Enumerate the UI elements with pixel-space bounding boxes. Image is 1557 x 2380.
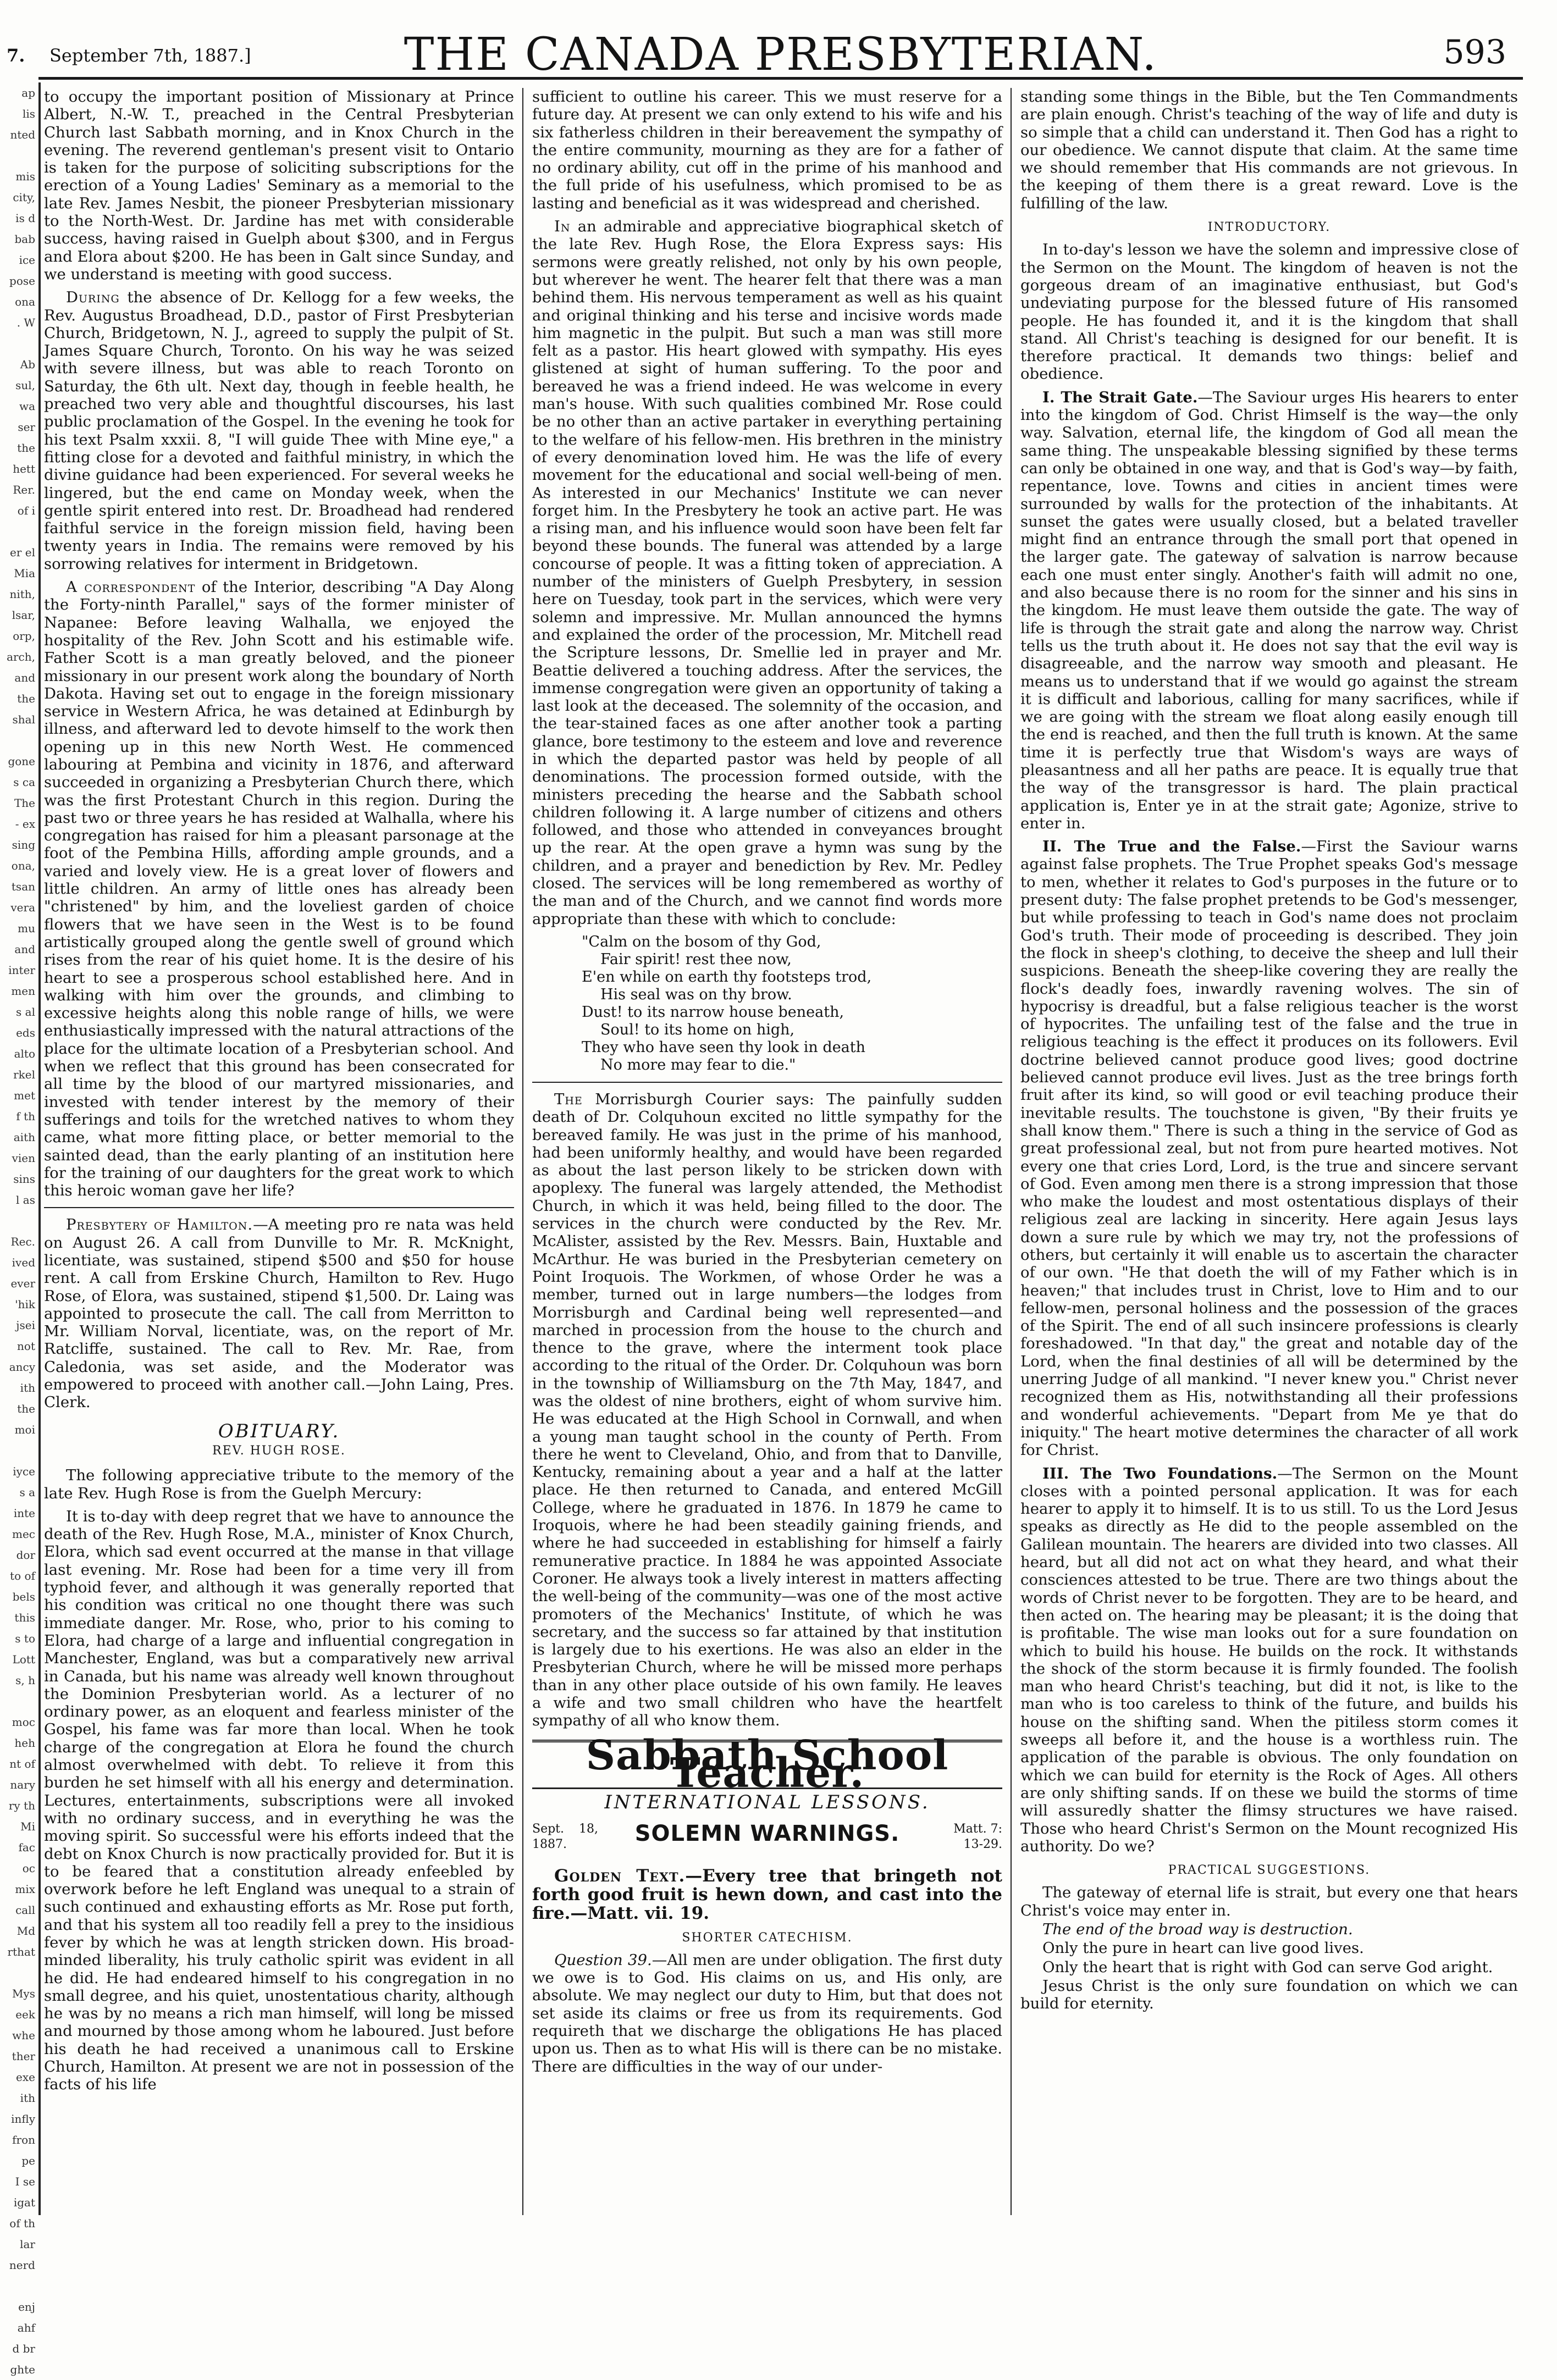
suggestion-text: The end of the broad way is destruction. [1042,1920,1353,1938]
gutter-fragment: s al [16,1005,35,1019]
verse-line: Fair spirit! rest thee now, [600,950,792,968]
left-gutter-fragments [0,82,41,2376]
article-paragraph [44,289,514,573]
golden-text [532,1867,1002,1923]
gutter-fragment: this [14,1611,35,1624]
gutter-fragment [0,1691,38,1712]
lesson-point-heading: III. The Two Foundations. [1042,1464,1278,1482]
newspaper-title: THE CANADA PRESBYTERIAN. [404,29,1158,81]
gutter-fragment: mix [15,1883,35,1896]
lead-words: In [554,218,571,236]
gutter-fragment: to of [10,1569,35,1582]
verse-line: Soul! to its home on high, [600,1021,795,1038]
gutter-fragment: the [17,1402,35,1415]
verse-line: Dust! to its narrow house beneath, [582,1003,844,1021]
gutter-fragment: nted [10,128,35,141]
lead-words: Presbytery of Hamilton. [66,1216,253,1234]
divider [44,1207,514,1208]
gutter-fragment: I se [15,2175,35,2188]
gutter-fragment: ever [10,1277,35,1290]
gutter-fragment: iyce [13,1465,35,1478]
gutter-fragment: oc [22,1862,35,1875]
gutter-fragment: of th [9,2217,35,2230]
gutter-fragment: moi [14,1423,35,1436]
gutter-fragment: gone [8,755,35,768]
gutter-fragment: The [14,796,35,810]
article-paragraph: standing some things in the Bible, but the Ten Commandments are plain enough. Christ's teaching of the way of life and duty is so simple that a child can understand it. Then God has a right to our obedience. We cannot dispute that claim. At the same time we should remember that His commands are not grievous. In the keeping of them there is a great reward. Love is the fulfilling of the law. [1020,88,1518,212]
gutter-fragment [0,145,38,166]
gutter-fragment: s a [19,1486,35,1499]
lesson-reference: Matt. 7: 13-29. [953,1822,1002,1851]
gutter-fragment: s, h [15,1674,35,1687]
subsection-heading: SHORTER CATECHISM. [682,1930,853,1945]
article-paragraph [532,218,1002,928]
gutter-fragment: vera [10,901,35,914]
gutter-fragment: alto [14,1047,35,1060]
lesson-point-heading: II. The True and the False. [1042,838,1301,856]
gutter-fragment: arch, [7,650,35,663]
gutter-fragment: eek [15,2008,35,2021]
gutter-fragment: rkel [13,1068,35,1081]
gutter-fragment: aith [13,1131,35,1144]
paragraph-text: the absence of Dr. Kellogg for a few weeks, the Rev. Augustus Broadhead, D.D., pastor of First Presbyterian Church, Bridgetown, N. J., agreed to supply the pulpit of St. James Square Church, Toronto. On his way he was seized with severe illness, but was able to reach Toronto on Saturday, the 6th ult. Next day, though in feeble health, he preached two very able and thoughtful discourses, his last public proclamation of the Gospel. In the evening he took for his text Psalm xxxii. 8, "I will guide Thee with Mine eye," a fitting close for a devoted and faithful ministry, in which the divine guidance had been experienced. For several weeks he lingered, but the end came on Monday week, when the gentle spirit entered into rest. Dr. Broadhead had rendered faithful service in the foreign mission field, having been twenty years in India. The remains were removed by his sorrowing relatives for interment in Bridgetown. [44,289,514,573]
article-paragraph: In to-day's lesson we have the solemn and impressive close of the Sermon on the Mount. The kingdom of heaven is not the gorgeous dream of an imaginative enthusiast, but God's undeviating purpose for the blessed future of His ransomed people. He has founded it, and it is the kingdom that shall stand. All Christ's teaching is designed for our benefit. It is therefore practical. It demands two things: belief and obedience. [1020,241,1518,383]
subsection-heading: INTRODUCTORY. [1207,220,1331,235]
article-paragraph: to occupy the important position of Missionary at Prince Albert, N.-W. T., preached in the Central Presbyterian Church last Sabbath morning, and in Knox Church in the evening. The reverend gentleman's present visit to Ontario is taken for the purpose of soliciting subscriptions for the erection of a Young Ladies' Seminary as a memorial to the late Rev. James Nesbit, the pioneer Presbyterian missionary to the North-West. Dr. Jardine has met with considerable success, having raised in Guelph about $300, and in Fergus and Elora about $200. He has been in Galt since Sunday, and we understand is meeting with good success. [44,88,514,283]
gutter-fragment: ap [21,86,35,99]
issue-date: September 7th, 1887.] [49,45,251,66]
gutter-fragment: wa [19,400,35,413]
paragraph-text: —A meeting pro re nata was held on August 26. A call from Dunville to Mr. R. McKnight, licentiate, was sustained, stipend $500 and $50 for house rent. A call from Erskine Church, Hamilton to Rev. Hugo Rose, of Elora, was sustained, stipend $1,500. Dr. Laing was appointed to prosecute the call. The call from Merritton to Mr. William Norval, licentiate, was, on the report of Mr. Ratcliffe, sustained. The call to Rev. Mr. Rae, from Caledonia, was set aside, and the Moderator was empowered to proceed with another call.—John Laing, Pres. Clerk. [44,1216,514,1412]
gutter-fragment: f th [16,1110,35,1123]
paragraph-text: —First the Saviour warns against false prophets. The True Prophet speaks God's message to men, whether it relates to God's purposes in the future or to present duty: The false prophet pretends to be God's messenger, but while professing to teach in God's name does not proclaim God's truth. Their mode of proceeding is described. They join the flock in sheep's clothing, to deceive the sheep and lull their suspicions. Beneath the sheep-like covering they are really the flock's deadly foes, inwardly ravening wolves. The sin of hypocrisy is dreadful, but a false religious teacher is the worst of hypocrites. The unfailing test of the false and the true in religious teaching is the effect it produces on its followers. Evil doctrine believed cannot produce good lives; good doctrine believed cannot produce evil lives. Just as the tree brings forth fruit after its kind, so will good or evil teaching produce their inevitable results. The touchstone is given, "By their fruits ye shall know them." There is such a thing in the service of God as great professional zeal, but not from pure hearted motives. Not every one that cries Lord, Lord, is the true and sincere servant of God. Even among men there is a strong impression that those who make the loudest and most ostentatious displays of their religious zeal are lacking in sincerity. Here again Jesus lays down a sure rule by which we may try, not the professions of others, but certainly it will enable us to ascertain the character of our own. "He that doeth the will of my Father which is in heaven;" that includes trust in Christ, love to Him and to our fellow-men, personal holiness and the possession of the graces of the Spirit. The end of all such insincere professions is clearly foreshadowed. "In that day," the great and notable day of the Lord, when the final destinies of all will be determined by the unerring Judge of all mankind. "I never knew you." Christ never recognized them as His, notwithstanding all their professions and wonderful achievements. "Depart from Me ye that do iniquity." The heart motive determines the character of all work for Christ. [1020,838,1518,1459]
suggestion-line: Only the heart that is right with God can serve God aright. [1042,1958,1493,1976]
gutter-fragment: bab [14,233,35,246]
gutter-fragment [0,1440,38,1461]
lead-words: Golden Text. [554,1866,686,1886]
gutter-fragment: and [14,943,35,956]
suggestion-line: The gateway of eternal life is strait, but every one that hears Christ's voice may enter in. [1020,1884,1518,1919]
gutter-fragment: shal [12,713,35,726]
gutter-fragment: sins [13,1172,35,1186]
page-number: 593 [1443,33,1506,71]
gutter-fragment: s to [15,1632,35,1645]
gutter-fragment: city, [13,191,35,204]
article-paragraph [44,578,514,1199]
column-rule [1011,88,1012,2215]
article-paragraph: sufficient to outline his career. This we must reserve for a future day. At present we can only extend to his wife and his six fatherless children in their bereavement the sympathy of the entire community, mourning as they are for a father of no ordinary ability, cut off in the prime of his manhood and the full pride of his usefulness, which promised to be as lasting and beneficial as it was widespread and cherished. [532,88,1002,212]
gutter-fragment [0,1210,38,1231]
lead-words: The [554,1090,583,1108]
paragraph-text: —Every tree that bringeth not forth good fruit is hewn down, and cast into the fire.—Matt. vii. 19. [532,1866,1002,1923]
gutter-fragment: ancy [9,1360,35,1374]
verse-line: "Calm on the bosom of thy God, [582,933,821,950]
article-paragraph: The following appreciative tribute to the memory of the late Rev. Hugh Rose is from the Guelph Mercury: [44,1466,514,1502]
page-header [7,16,1523,81]
subsection-heading: INTERNATIONAL LESSONS. [604,1791,930,1814]
gutter-fragment: ry th [8,1799,35,1812]
gutter-fragment: orp, [13,629,35,643]
article-paragraph [44,1216,514,1411]
gutter-fragment: the [17,692,35,705]
gutter-fragment: lsar, [12,608,35,622]
gutter-fragment: Rer. [13,483,35,496]
gutter-fragment: fron [12,2133,35,2146]
paragraph-text: —All men are under obligation. The first duty we owe is to God. His claims on us, and His only, are absolute. We may neglect our duty to Him, but that does not set aside its claims or free us from its requirements. God requireth that we discharge the obligations He has placed upon us. Then as to what His will is there can be no mistake. There are difficulties in the way of our under- [532,1951,1003,2075]
gutter-fragment: not [17,1340,35,1353]
column-3 [1020,88,1518,2215]
margin-number: 7. [7,45,25,66]
lesson-date: Sept. 18, 1887. [532,1822,598,1851]
gutter-fragment: inter [8,964,35,977]
gutter-fragment: ona [15,295,35,308]
gutter-fragment: mis [15,170,35,183]
gutter-fragment: pe [21,2154,35,2167]
article-paragraph [1020,1465,1518,1856]
gutter-fragment: igat [13,2196,35,2209]
gutter-fragment: Md [16,1924,35,1938]
gutter-fragment: dor [16,1548,35,1562]
lesson-title-row [532,1818,1002,1861]
gutter-fragment: the [17,441,35,455]
article-paragraph [532,1951,1002,2075]
gutter-fragment: Mys [12,1987,35,2000]
paragraph-text: Morrisburgh Courier says: The painfully sudden death of Dr. Colquhoun excited no little sympathy for the bereaved family. He was just in the prime of his manhood, had been uniformly healthy, and would have been regarded as about the last person likely to be stricken down with apoplexy. The funeral was largely attended, the Methodist Church, in which it was held, being filled to the door. The services in the church were conducted by the Rev. Mr. McAlister, assisted by the Rev. Messrs. Bain, Huxtable and McArthur. He was buried in the Presbyterian cemetery on Point Iroquois. The Workmen, of whose Order he was a member, turned out in large numbers—the lodges from Morrisburgh and Cardinal being well represented—and marched in procession from the house to the church and thence to the grave, where the interment took place according to the ritual of the Order. Dr. Colquhoun was born in the township of Williamsburg on the 7th May, 1847, and was the oldest of nine brothers, eight of whom survive him. He was educated at the High School in Cornwall, and when a young man taught school in the county of Perth. From there he went to Cleveland, Ohio, and from that to Danville, Kentucky, remaining about a year and a half at the latter place. He then returned to Canada, and entered McGill College, where he graduated in 1876. In 1879 he came to Iroquois, where he had been steadily gaining friends, and where he had succeeded in establishing for himself a fairly remunerative practice. In 1884 he was appointed Associate Coroner. He always took a lively interest in matters affecting the well-being of the community—was one of the most active promoters of the Mechanics' Institute, of which he was secretary, and the success so far attained by that institution is largely due to his exertions. He was also an elder in the Presbyterian Church, where he will be missed more perhaps than in any other place outside of his own family. He leaves a wife and two small children who have the heartfelt sympathy of all who know them. [532,1090,1002,1730]
gutter-fragment: - ex [15,817,35,831]
gutter-fragment: Lott [12,1653,35,1666]
gutter-fragment: 'hik [15,1298,35,1311]
section-heading-obituary: OBITUARY. [218,1420,340,1442]
paragraph-text: of the Interior, describing "A Day Along the Forty-ninth Parallel," says of the former minister of Napanee: Before leaving Walhalla, we enjoyed the hospitality of the Rev. John Scott and his estimable wife. Father Scott is a man greatly beloved, and the pioneer missionary in our present work along the boundary of North Dakota. Having set out to engage in the foreign missionary service in Western Africa, he was detained at Edinburgh by illness, and afterward led to devote himself to the work then opening up in this new North West. He commenced labouring at Pembina and vicinity in 1876, and afterward succeeded in organizing a Presbyterian Church there, which was the first Protestant Church in this region. During the past two or three years he has resided at Walhalla, where his congregation has raised for him a pleasant parsonage at the foot of the Pembina Hills, affording ample grounds, and a varied and lovely view. He is a great lover of flowers and little children. An army of little ones has already been "christened" by him, and the loveliest garden of choice flowers that we have seen in the West is to be found artistically grouped along the gentle swell of ground which rises from the rear of his quiet home. It is the desire of his heart to see a prosperous school established here. And in walking with him over the grounds, and climbing to excessive heights along this noble range of hills, we were enthusiastically impressed with the natural attractions of the place for the ultimate location of a Presbyterian school. And when we reflect that this ground has been consecrated for all time by the blood of our martyred missionaries, and invested with tender interest by the memory of their sufferings and toils for the wretched natives to whom they came, what more fitting place, or better memorial to the sainted dead, than the early planting of an institution here for the training of our daughters for the great work to which this heroic woman gave her life? [44,578,515,1200]
gutter-fragment [0,2276,38,2296]
gutter-fragment: s ca [13,776,35,789]
gutter-fragment: vien [12,1152,35,1165]
gutter-fragment: rthat [7,1945,35,1958]
gutter-fragment: nith, [9,588,35,601]
paragraph-text: —The Saviour urges His hearers to enter into the kingdom of God. Christ Himself is the way—the only way. Salvation, eternal life, the kingdom of God all mean the same thing. The unspeakable blessing signified by these terms can only be obtained in one way, and that is God's way—by faith, repentance, love. Towns and cities in ancient times were surrounded by walls for the protection of the inhabitants. At sunset the gates were usually closed, but a belated traveller might find an entrance through the small port that opened in the larger gate. The gateway of salvation is narrow because each one must enter singly. Another's faith will admit no one, and also because there is no room for the sinner and his sins in the kingdom. He must leave them outside the gate. The way of life is through the strait gate and along the narrow way. Christ tells us the truth about it. He does not say that the evil way is disagreeable, and the narrow way smooth and pleasant. He means us to understand that if we would go against the stream it is difficult and laborious, calling for many sacrifices, while if we are going with the stream we float along easily enough till the end is reached, and then the full truth is known. At the same time it is perfectly true that Wisdom's ways are ways of pleasantness and all her paths are peace. It is equally true that the way of the transgressor is hard. The plain practical application is, Enter ye in at the strait gate; Agonize, strive to enter in. [1020,388,1518,832]
gutter-fragment: nary [10,1778,35,1791]
gutter-fragment: tsan [11,880,35,893]
gutter-fragment: l as [16,1193,35,1206]
gutter-fragment: sing [12,838,35,851]
article-paragraph [532,1091,1002,1730]
gutter-fragment: er el [10,546,35,559]
gutter-fragment: men [11,984,35,998]
column-2 [532,88,1002,2215]
divider [532,1082,1002,1083]
gutter-fragment: enj [18,2300,35,2313]
gutter-fragment: exe [16,2071,35,2084]
gutter-fragment: lar [20,2238,35,2251]
article-paragraph [1020,838,1518,1459]
section-title-sabbath-school: Sabbath School Teacher. [586,1731,949,1797]
gutter-fragment: inte [13,1507,35,1520]
gutter-fragment: nerd [9,2259,35,2272]
gutter-fragment: mu [18,922,35,935]
gutter-fragment: Ab [20,358,35,371]
gutter-fragment: call [15,1903,35,1917]
lead-words: Question 39. [554,1951,652,1969]
verse-line: His seal was on thy brow. [600,986,792,1003]
lesson-title: SOLEMN WARNINGS. [634,1820,900,1846]
lead-words: During [66,289,120,307]
gutter-fragment [0,1962,38,1983]
gutter-fragment: heh [14,1736,35,1750]
gutter-fragment: Rec. [10,1235,35,1248]
gutter-fragment: infly [11,2112,35,2126]
verse-line: E'en while on earth thy footsteps trod, [582,968,872,986]
gutter-fragment: is d [15,212,35,225]
suggestion-line: Only the pure in heart can live good lives. [1042,1939,1364,1957]
gutter-fragment: ghte [10,2363,35,2376]
verse-line: No more may fear to die." [600,1056,796,1073]
gutter-fragment: ther [12,2050,35,2063]
suggestion-line [1020,1920,1518,1938]
lesson-point-heading: I. The Strait Gate. [1042,388,1198,406]
subsection-heading: PRACTICAL SUGGESTIONS. [1168,1863,1371,1878]
gutter-fragment: d br [12,2342,35,2355]
gutter-fragment [0,333,38,354]
column-rule [522,88,523,2215]
gutter-fragment: whe [12,2029,35,2042]
gutter-fragment: mec [12,1527,35,1541]
gutter-fragment: fac [18,1841,35,1854]
gutter-fragment: ser [18,420,35,434]
gutter-fragment: eds [16,1026,35,1039]
hymn-verse [582,933,1002,1074]
gutter-fragment: jsei [16,1319,35,1332]
gutter-fragment: moc [12,1715,35,1729]
paragraph-text: —The Sermon on the Mount closes with a pointed personal application. It was for each hearer to apply it to himself. It is to us still. To us the Lord Jesus speaks as directly as He did to the people assembled on the Galilean mountain. The hearers are divided into two classes. All heard, but all did not act on what they heard, and what their consciences attested to be true. There are two things about the words of Christ never to be forgotten. They are to be heard, and then acted on. The hearing may be pleasant; it is the doing that is profitable. The wise man looks out for a sure foundation on which to build his house. He builds on the rock. It withstands the shock of the storm because it is firmly founded. The foolish man who heard Christ's teaching, but did it not, is like to the man who is too careless to think of the future, and builds his house on the shifting sand. When the pitiless storm comes it sweeps all before it, and the house is a worthless ruin. The application of the parable is obvious. The only foundation on which we can build for eternity is the Rock of Ages. All others are only shifting sands. If on these we build the storms of time will assuredly shatter the flimsy structures we have raised. Those who heard Christ's Sermon on the Mount recognized His authority. Do we? [1020,1464,1518,1855]
column-1 [44,88,514,2215]
gutter-fragment: ith [20,1381,35,1394]
gutter-fragment: ona, [11,859,35,872]
gutter-fragment: hett [13,462,35,475]
gutter-fragment: Mi [20,1820,35,1833]
gutter-fragment [0,730,38,751]
article-paragraph [1020,389,1518,832]
verse-line: They who have seen thy look in death [582,1038,866,1056]
gutter-fragment: bels [12,1590,35,1603]
paragraph-text: an admirable and appreciative biographical sketch of the late Rev. Hugh Rose, the Elora Express says: His sermons were greatly relished, not only by his own people, but wherever he went. The hearer felt that there was a man behind them. His nervous temperament as well as his quaint and original thinking and his terse and incisive words made him magnetic in the pulpit. But such a man was still more felt as a pastor. His heart glowed with sympathy. His eyes glistened at sight of human suffering. To the poor and bereaved he was a friend indeed. He was welcome in every man's house. With such qualities combined Mr. Rose could be no other than an active partaker in everything pertaining to the welfare of his fellow-men. His brethren in the ministry of every denomination loved him. He was the life of every movement for the educational and social well-being of men. As interested in our Mechanics' Institute we can never forget him. In the Presbytery he took an active part. He was a rising man, and his influence would soon have been felt far beyond these bounds. The funeral was attended by a large concourse of people. It was a fitting token of appreciation. A number of the ministers of Guelph Presbytery, in session here on Tuesday, took part in the services, which were very solemn and impressive. Mr. Mullan announced the hymns and explained the order of the procession, Mr. Mitchell read the Scripture lessons, Dr. Smellie led in prayer and Mr. Beattie delivered a touching address. After the services, the immense congregation were given an opportunity of taking a last look at the deceased. The solemnity of the occasion, and the tear-stained faces as one after another took a parting glance, bore testimony to the esteem and love and reverence in which the departed pastor was held by people of all denominations. The procession formed outside, with the ministers preceding the hearse and the Sabbath school children following it. A large number of citizens and others followed, and those who attended in conveyances brought up the rear. At the open grave a hymn was sung by the children, and a prayer and benediction by Rev. Mr. Pedley closed. The services will be long remembered as worthy of the man and of the Church, and we cannot find words more appropriate than these with which to conclude: [532,218,1002,928]
section-banner [532,1731,1002,1797]
lead-words: A correspondent [66,578,196,596]
gutter-fragment: nt of [9,1757,35,1770]
gutter-fragment [0,521,38,542]
gutter-fragment: ived [12,1256,35,1269]
gutter-fragment: Mia [14,567,35,580]
gutter-fragment: ith [20,2091,35,2105]
obituary-subheading: REV. HUGH ROSE. [212,1443,346,1458]
gutter-fragment: . W [16,316,35,329]
gutter-fragment: lis [22,107,35,120]
gutter-fragment: pose [9,274,35,287]
article-paragraph: It is to-day with deep regret that we have to announce the death of the Rev. Hugh Rose, M.A., minister of Knox Church, Elora, which sad event occurred at the manse in that village last evening. Mr. Rose had been for a time very ill from typhoid fever, and although it was generally reported that his condition was critical no one thought there was such immediate danger. Mr. Rose, who, prior to his coming to Elora, had charge of a large and influential congregation in Manchester, England, was but a comparatively new arrival in Canada, but his name was already well known throughout the Dominion Presbyterian world. As a lecturer of no ordinary power, as an eloquent and fearless minister of the Gospel, his fame was far more than local. When he took charge of the congregation at Elora he found the church almost overwhelmed with debt. To relieve it from this burden he set himself with all his energy and determination. Lectures, entertainments, subscriptions were all invoked with no ordinary success, and in everything he was the moving spirit. So successful were his efforts indeed that the debt on Knox Church is now practically provided for. But it is to be feared that a constitution already enfeebled by overwork before he left England was unequal to a strain of such continued and exhausting efforts as Mr. Rose put forth, and that his system all too readily fell a prey to the insidious fever by which he was at length stricken down. His broad-minded liberality, his truly catholic spirit was evident in all he did. He had endeared himself to his congregation in no small degree, and his quiet, unostentatious charity, although he was by no means a rich man himself, will long be missed and mourned by those among whom he laboured. Just before his death he had received a unanimous call to Erskine Church, Hamilton. At present we are not in possession of the facts of his life [44,1507,514,2094]
gutter-fragment: of i [17,504,35,517]
gutter-fragment: and [14,671,35,684]
suggestion-line: Jesus Christ is the only sure foundation on which we can build for eternity. [1020,1977,1518,2013]
gutter-fragment: sul, [15,379,35,392]
gutter-fragment: ahf [17,2321,35,2334]
gutter-fragment: ice [19,253,35,267]
gutter-fragment: met [14,1089,35,1102]
